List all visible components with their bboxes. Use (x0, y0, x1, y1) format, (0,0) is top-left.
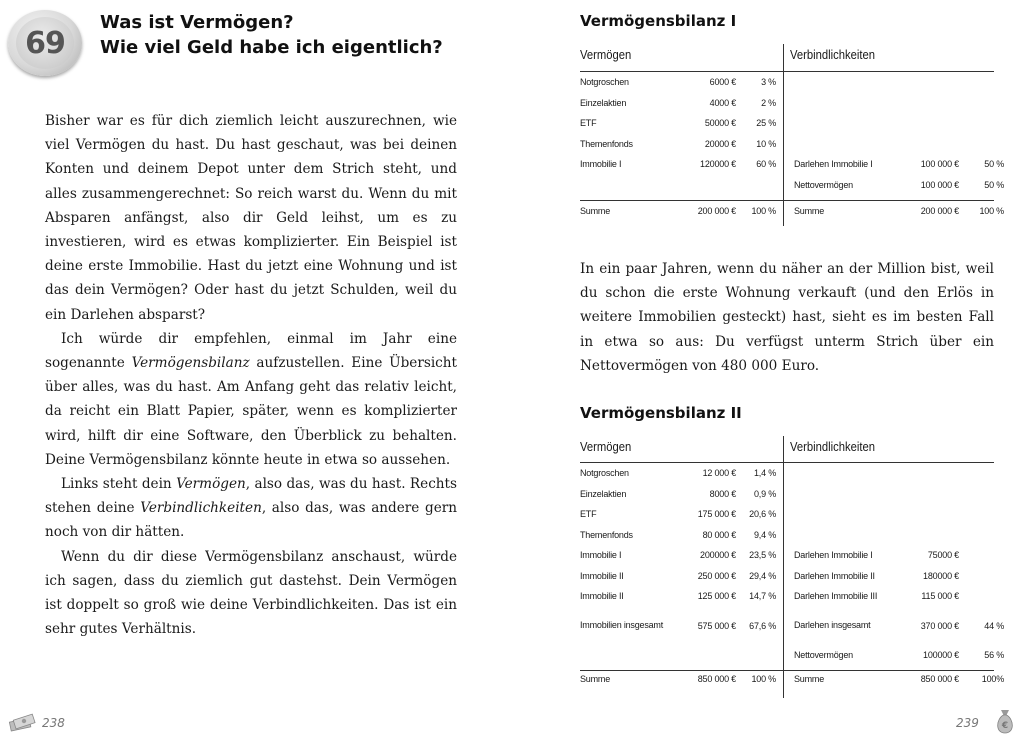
bilanz1-row (580, 175, 1004, 196)
bilanz2-liability-name (783, 504, 901, 525)
bilanz2-asset-value: 12 000 € (702, 468, 736, 479)
bilanz2-liability-share (959, 545, 1004, 566)
bilanz1-liability-share: 50 % (984, 159, 1004, 170)
bilanz1-liability-value (901, 93, 959, 114)
bilanz1-sum-cell: 200 000 € (697, 206, 736, 217)
page-number-right: 239 (956, 716, 979, 730)
bilanz2-row (580, 586, 1004, 607)
bilanz1-liability-value (901, 72, 959, 93)
chapter-title-line2: Wie viel Geld habe ich eigentlich? (100, 37, 443, 58)
bilanz2-sum (580, 669, 1004, 690)
paragraph-3-emphasis-2: Verbindlichkeiten (140, 500, 262, 517)
bilanz1-asset-name: Einzelaktien (580, 97, 627, 108)
bilanz1-asset-share: 2 % (761, 97, 776, 108)
bilanz2-liability-name: Darlehen Immobilie I (794, 550, 873, 561)
bilanz2-row (580, 545, 1004, 566)
paragraph-3-text-c: , also das, was andere gern noch von dir hätten. (45, 500, 457, 541)
bilanz2-asset-value: 250 000 € (697, 570, 736, 581)
paragraph-3-text-b: , also das, was du hast. Rechts stehen deine (45, 476, 457, 517)
bilanz2-asset-value: 575 000 € (697, 620, 736, 631)
bilanz1-row (580, 72, 1004, 93)
bilanz1-liability-name: Nettovermögen (794, 179, 853, 190)
bilanz2-sum-cell: 850 000 € (697, 674, 736, 685)
bilanz1-table (580, 44, 1004, 222)
bilanz2-asset-share: 67,6 % (749, 620, 776, 631)
bilanz2-asset-share: 29,4 % (749, 570, 776, 581)
bilanz1-asset-value (674, 175, 736, 196)
bilanz1-sum-cell: 200 000 € (920, 206, 959, 217)
bilanz2-title: Vermögensbilanz II (580, 404, 742, 422)
paragraph-3-emphasis-1: Vermögen (176, 476, 246, 493)
bilanz2-liability-name: Nettovermögen (794, 649, 853, 660)
bilanz2-liability-name: Darlehen Immobilie II (794, 570, 875, 581)
bilanz2-row (580, 566, 1004, 587)
bilanz2-row (580, 645, 1004, 666)
paragraph-1: Bisher war es für dich ziemlich leicht auszurechnen, wie viel Vermögen du hast. Du hast geschaut, was bei deinen Konten und deinem Depot unter dem Strich steht, und alles zusammengerechnet: So reich warst du. Wenn du mit Absparen anfängst, also dir Geld leihst, um es zu investieren, wird es etwas komplizierter. Ein Beispiel ist deine erste Immobilie. Hast du jetzt eine Wohnung und ist das dein Vermögen? Oder hast du jetzt Schulden, weil du ein Darlehen absparst? (45, 113, 457, 323)
paragraph-2-text-b: aufzustellen. Eine Übersicht über alles, was du hast. Am Anfang geht das relativ leicht, da reicht ein Blatt Papier, später, wenn es komplizierter wird, hilft dir eine Software, den Überblick zu behalten. Deine Vermögensbilanz könnte heute in etwa so aussehen. (45, 355, 458, 468)
bilanz2-asset-name: Einzelaktien (580, 488, 627, 499)
chapter-number: 69 (16, 17, 74, 69)
right-page (512, 0, 1024, 745)
bilanz2-liability-value (901, 525, 959, 546)
bilanz2-asset-name: ETF (580, 509, 597, 520)
bilanz1-asset-share: 25 % (756, 118, 776, 129)
bilanz1-liability-name (783, 113, 901, 134)
bilanz2-asset-name (580, 645, 674, 666)
bilanz1-asset-name (580, 175, 674, 196)
bilanz2-sum-cell: 100% (981, 674, 1004, 685)
chapter-title (100, 10, 500, 60)
bilanz2-asset-value: 125 000 € (697, 591, 736, 602)
bilanz2-asset-name: Immobilie I (580, 550, 622, 561)
bilanz2-asset-name: Themenfonds (580, 529, 633, 540)
bilanz1-asset-share: 10 % (756, 138, 776, 149)
bilanz2-liability-value: 75000 € (927, 550, 959, 561)
bilanz1-liability-value (901, 134, 959, 155)
bilanz2-liability-value (901, 463, 959, 484)
paragraph-3-text-a: Links steht dein (61, 476, 177, 493)
bilanz2-liability-value: 100000 € (923, 649, 959, 660)
bilanz2-asset-name: Immobilien insgesamt (580, 620, 664, 630)
bilanz1-liabilities-header: Verbindlichkeiten (790, 48, 876, 62)
bilanz2-liability-share: 56 % (984, 649, 1004, 660)
bilanz2-row (580, 463, 1004, 484)
paragraph-2 (45, 327, 457, 472)
bilanz2-asset-value: 200000 € (700, 550, 736, 561)
bilanz2-sum-rule (580, 670, 994, 671)
bilanz2-row (580, 504, 1004, 525)
bilanz1-asset-share (736, 175, 783, 196)
bilanz2-sum-cell: 100 % (751, 674, 776, 685)
bilanz2-liability-share (959, 566, 1004, 587)
bilanz1-sum-cell: 100 % (979, 206, 1004, 217)
page-number-left: 238 (42, 716, 65, 730)
bilanz1-assets-header: Vermögen (580, 48, 632, 62)
bilanz1-liability-name (783, 72, 901, 93)
bilanz2-asset-share: 0,9 % (753, 488, 776, 499)
bilanz1-sum (580, 201, 1004, 222)
bilanz2-assets-header: Vermögen (580, 440, 632, 454)
bilanz2-liability-share (959, 525, 1004, 546)
bilanz1-asset-name: ETF (580, 118, 597, 129)
bilanz1-row (580, 134, 1004, 155)
bilanz1-asset-name: Themenfonds (580, 138, 633, 149)
bilanz2-sum-cell: Summe (580, 674, 611, 685)
bilanz1-liability-value: 100 000 € (920, 159, 959, 170)
bilanz2-row (580, 484, 1004, 505)
bilanz2-liability-share (959, 586, 1004, 607)
bilanz1-asset-value: 120000 € (700, 159, 736, 170)
bilanz2-table (580, 436, 1004, 690)
bilanz2-liability-name: Darlehen insgesamt (794, 620, 871, 630)
paragraph-3 (45, 472, 457, 545)
bilanz1-rows (580, 72, 1004, 195)
bilanz2-liability-share (959, 504, 1004, 525)
bilanz1-asset-value: 50000 € (704, 118, 736, 129)
bilanz1-liability-value (901, 113, 959, 134)
bilanz2-asset-name: Immobilie II (580, 570, 624, 581)
bilanz1-sum-row (580, 201, 1004, 222)
bilanz2-asset-share (736, 645, 783, 666)
bilanz1-title: Vermögensbilanz I (580, 12, 737, 30)
bilanz1-liability-name (783, 93, 901, 114)
bilanz2-asset-value: 175 000 € (697, 509, 736, 520)
money-bag-icon (993, 707, 1017, 735)
bilanz2-liability-value (901, 484, 959, 505)
money-stack-icon (8, 712, 38, 732)
bilanz2-header (580, 436, 994, 462)
bilanz2-liability-name (783, 463, 901, 484)
bilanz2-sum-cell: 850 000 € (920, 674, 959, 685)
bilanz2-asset-name: Notgroschen (580, 468, 629, 479)
bilanz2-asset-value: 80 000 € (702, 529, 736, 540)
bilanz2-liability-value: 180000 € (923, 570, 959, 581)
right-paragraph: In ein paar Jahren, wenn du näher an der Million bist, weil du schon die erste Wohnung verkauft (und den Erlös in weitere Immobilien gesteckt) hast, sieht es im besten Fall in etwa so aus: Du verfügst unterm Strich über ein Nettovermögen von 480 000 Euro. (580, 261, 994, 374)
bilanz2-liability-value: 370 000 € (920, 620, 959, 631)
bilanz1-liability-name: Darlehen Immobilie I (794, 159, 873, 170)
bilanz1-header-rule (580, 71, 994, 72)
bilanz1-asset-value: 4000 € (709, 97, 736, 108)
bilanz2-liability-name: Darlehen Immobilie III (794, 591, 878, 602)
bilanz2-liability-value: 115 000 € (921, 591, 959, 602)
bilanz1-liability-value: 100 000 € (920, 179, 959, 190)
bilanz1-liability-share (959, 93, 1004, 114)
bilanz2-liability-name (783, 484, 901, 505)
bilanz2-sum-row (580, 669, 1004, 690)
bilanz2-asset-share: 20,6 % (749, 509, 776, 520)
bilanz2-liability-share (959, 484, 1004, 505)
bilanz2-asset-share: 23,5 % (749, 550, 776, 561)
paragraph-2-text-a: Ich würde dir empfehlen, einmal im Jahr eine sogenannte (45, 330, 457, 372)
bilanz1-sum-cell: 100 % (751, 206, 776, 217)
bilanz2-liability-value (901, 504, 959, 525)
bilanz2-row (580, 525, 1004, 546)
bilanz2-asset-share: 9,4 % (753, 529, 776, 540)
bilanz1-liability-share (959, 113, 1004, 134)
bilanz1-liability-share (959, 72, 1004, 93)
bilanz1-asset-name: Notgroschen (580, 77, 629, 88)
paragraph-4: Wenn du dir diese Vermögensbilanz anschaust, würde ich sagen, dass du ziemlich gut dastehst. Dein Vermögen ist doppelt so groß wie deine Verbindlichkeiten. Das ist ein sehr gutes Verhältnis. (45, 548, 457, 638)
bilanz1-asset-value: 20000 € (704, 138, 736, 149)
chapter-badge (8, 10, 82, 76)
bilanz2-liabilities-header: Verbindlichkeiten (790, 440, 876, 454)
bilanz2-asset-share: 14,7 % (749, 591, 776, 602)
bilanz2-header-rule (580, 462, 994, 463)
bilanz1-liability-name (783, 134, 901, 155)
bilanz2-asset-value (674, 645, 736, 666)
body-text (45, 109, 457, 641)
bilanz1-row (580, 154, 1004, 175)
bilanz2-liability-share (959, 463, 1004, 484)
bilanz2-liability-share: 44 % (984, 620, 1004, 631)
bilanz2-asset-share: 1,4 % (753, 468, 776, 479)
bilanz2-row (580, 607, 1004, 645)
paragraph-2-emphasis: Vermögensbilanz (131, 355, 250, 372)
bilanz1-sum-cell: Summe (580, 206, 611, 217)
bilanz2-asset-name: Immobilie II (580, 591, 624, 602)
bilanz2-divider (783, 436, 784, 698)
bilanz1-asset-share: 60 % (756, 159, 776, 170)
bilanz2-asset-value: 8000 € (709, 488, 736, 499)
bilanz1-asset-value: 6000 € (709, 77, 736, 88)
bilanz2-sum-cell: Summe (794, 674, 825, 685)
bilanz1-liability-share (959, 134, 1004, 155)
bilanz1-liability-share: 50 % (984, 179, 1004, 190)
bilanz1-row (580, 113, 1004, 134)
bilanz2-rows (580, 463, 1004, 665)
svg-text:€: € (1001, 721, 1009, 731)
bilanz1-row (580, 93, 1004, 114)
bilanz1-sum-rule (580, 200, 994, 201)
bilanz1-asset-name: Immobilie I (580, 159, 622, 170)
chapter-title-line1: Was ist Vermögen? (100, 12, 294, 33)
bilanz1-sum-cell: Summe (794, 206, 825, 217)
bilanz1-asset-share: 3 % (761, 77, 776, 88)
bilanz1-header (580, 44, 994, 70)
bilanz2-liability-name (783, 525, 901, 546)
